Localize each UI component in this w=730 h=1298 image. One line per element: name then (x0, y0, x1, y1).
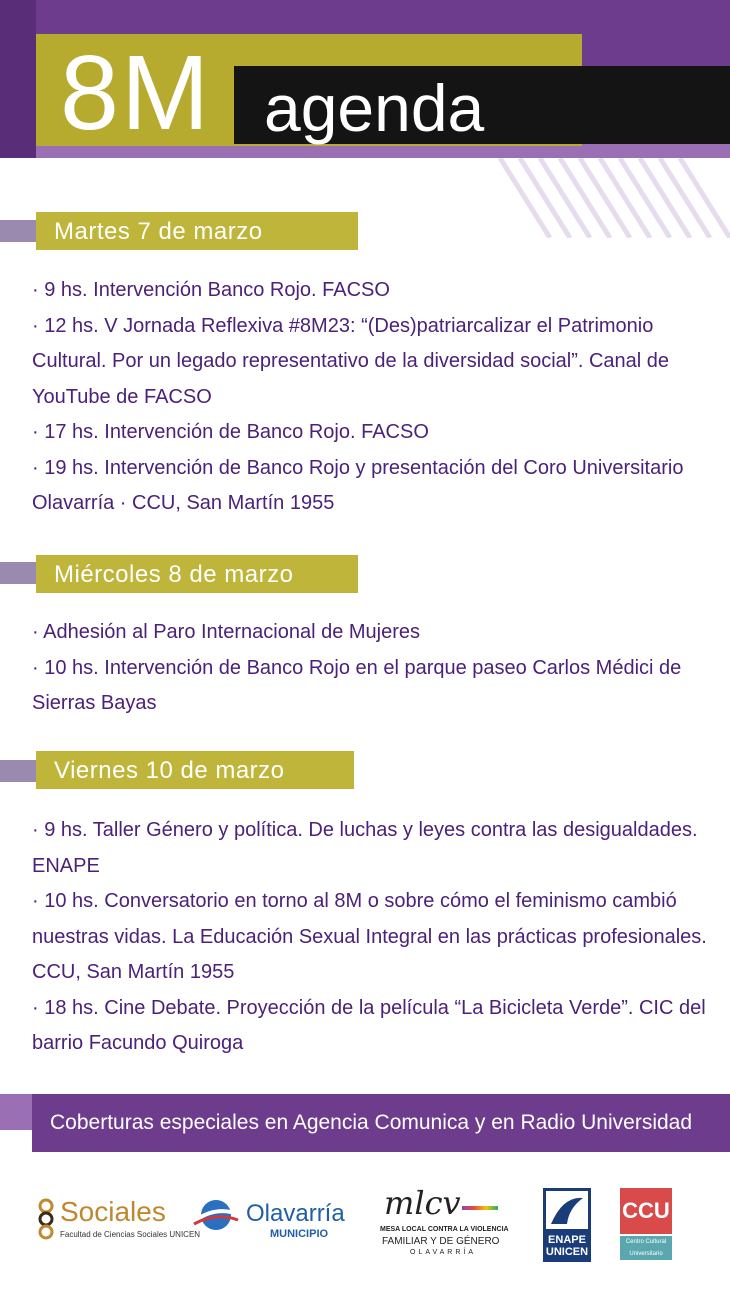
event-list-martes (32, 273, 712, 522)
day-header-miercoles: Miércoles 8 de marzo (36, 555, 358, 593)
event-item: · 9 hs. Intervención Banco Rojo. FACSO (32, 279, 390, 301)
event-item: · 9 hs. Taller Género y política. De luchas y leyes contra las desigualdades. ENAPE (32, 819, 698, 877)
day-stub (0, 562, 36, 584)
enape-emblem-icon (543, 1188, 591, 1232)
olavarria-logo (192, 1186, 352, 1266)
ccu-subtitle: Centro Cultural Universitario (620, 1236, 672, 1260)
ccu-name: CCU (620, 1188, 672, 1234)
event-list-viernes (32, 813, 712, 1062)
mlcv-line1: MESA LOCAL CONTRA LA VIOLENCIA (380, 1226, 509, 1233)
mlcv-logo (380, 1186, 510, 1266)
title-agenda: agenda (264, 71, 485, 145)
event-item: · 17 hs. Intervención de Banco Rojo. FACSO (32, 421, 429, 443)
mlcv-line3: OLAVARRÍA (410, 1249, 477, 1256)
mlcv-line2: FAMILIAR Y DE GÉNERO (382, 1236, 500, 1247)
day-stub (0, 220, 36, 242)
event-item: · 10 hs. Intervención de Banco Rojo en el parque paseo Carlos Médici de Sierras Bayas (32, 656, 682, 714)
event-item: · 10 hs. Conversatorio en torno al 8M o sobre cómo el feminismo cambió nuestras vidas. La Educación Sexual Integral en las prácticas profesionales. CCU, San Martín 1955 (32, 890, 707, 983)
header-stripe (0, 0, 36, 158)
olavarria-subtitle: MUNICIPIO (270, 1228, 329, 1240)
sociales-emblem-icon (34, 1198, 58, 1240)
sociales-logo (34, 1186, 201, 1266)
banner-stub (0, 1094, 32, 1130)
event-item: · 12 hs. V Jornada Reflexiva #8M23: “(Des)patriarcalizar el Patrimonio Cultural. Por un legado representativo de la diversidad social”. Canal de YouTube de FACSO (32, 314, 670, 408)
ccu-logo (620, 1188, 672, 1262)
event-list-miercoles (32, 615, 712, 722)
enape-logo (543, 1188, 591, 1262)
event-item: · 18 hs. Cine Debate. Proyección de la película “La Bicicleta Verde”. CIC del barrio Facundo Quiroga (32, 996, 706, 1054)
day-stub (0, 760, 36, 782)
day-header-viernes: Viernes 10 de marzo (36, 751, 354, 789)
title-8m: 8M (60, 34, 212, 152)
enape-line2: UNICEN (545, 1246, 589, 1258)
mlcv-color-bar (462, 1206, 498, 1210)
sociales-name: Sociales (60, 1196, 166, 1227)
day-header-martes: Martes 7 de marzo (36, 212, 358, 250)
olavarria-emblem-icon (192, 1198, 240, 1232)
event-item: · 19 hs. Intervención de Banco Rojo y presentación del Coro Universitario Olavarría · CCU, San Martín 1955 (32, 456, 684, 514)
coverage-banner: Coberturas especiales en Agencia Comunica y en Radio Universidad (32, 1094, 730, 1152)
sociales-subtitle: Facultad de Ciencias Sociales UNICEN (60, 1230, 201, 1239)
event-item: · Adhesión al Paro Internacional de Mujeres (32, 621, 421, 643)
diagonal-lines-decoration (480, 158, 730, 238)
olavarria-name: Olavarría (246, 1200, 345, 1227)
mlcv-name: mlcv (384, 1184, 461, 1222)
enape-line1: ENAPE (548, 1234, 586, 1246)
